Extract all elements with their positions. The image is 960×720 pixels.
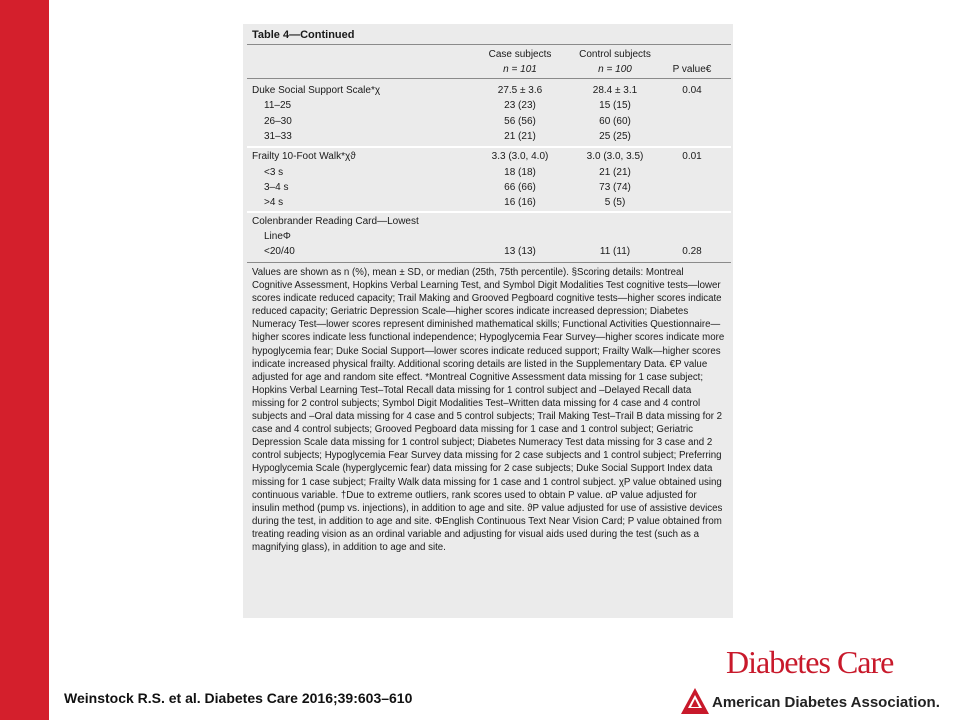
row-control: 3.0 (3.0, 3.5): [586, 151, 644, 162]
row-control: 11 (11): [599, 246, 631, 257]
row-control: 21 (21): [599, 167, 631, 178]
row-label: <20/40: [264, 246, 295, 257]
row-label: Frailty 10-Foot Walk*χϑ: [252, 151, 356, 162]
header-p-value: P value€: [672, 64, 712, 75]
row-case: 56 (56): [504, 116, 536, 127]
row-control: 28.4 ± 3.1: [592, 85, 638, 96]
row-control: 60 (60): [599, 116, 631, 127]
header-control: Control subjects: [579, 49, 651, 60]
row-p: 0.01: [682, 151, 702, 162]
row-label: 31–33: [264, 131, 292, 142]
table-title: Table 4—Continued: [252, 29, 355, 41]
table-footnotes: Values are shown as n (%), mean ± SD, or median (25th, 75th percentile). §Scoring details: Montreal Cognitive Assessment, Hopkins Verbal Learning Test, and Symbol Digit Modalities Test cognitive tests—lower scores indicate reduced capacity; Trail Making and Grooved Pegboard cognitive tests—higher scores indicate reduced capacity; Geriatric Depression Scale—higher scores indicate increased depression; Diabetes Numeracy Test—lower scores represent diminished mathematical skills; Functional Activities Questionnaire—higher scores indicate less functional independence; Hypoglycemia Fear Survey—higher scores indicate more hypoglycemia fear; Duke Social Support—lower scores indicate reduced support; Frailty Walk—higher scores indicate increased physical frailty. Additional scoring details are listed in the Supplementary Data. €P value adjusted for age and random site effect. *Montreal Cognitive Assessment data missing for 1 case subject; Hopkins Verbal Learning Test–Total Recall data missing for 1 control subject and –Delayed Recall data missing for 2 control subjects; Symbol Digit Modalities Test–Written data missing for 4 case and 4 control subjects and –Oral data missing for 4 case and 5 control subjects; Trail Making Test–Trail B data missing for 2 case and 4 control subjects; Grooved Pegboard data missing for 1 case and 1 control subject; Geriatric Depression Scale data missing for 1 control subject; Diabetes Numeracy Test data missing for 3 case and 2 control subjects; Hypoglycemia Fear Survey data missing for 2 case subjects and 1 control subject; Preferring Hypoglycemia Scale (hyperglycemic fear) data missing for 2 case subjects; Duke Social Support Index data missing for 1 case subject; Frailty Walk data missing for 1 case and 1 control subject. χP value obtained using continuous variable. †Due to extreme outliers, rank scores used to obtain P value. αP value adjusted for insulin method (pump vs. injections), in addition to age and site. ϑP value adjusted for use of assistive devices during the test, in addition to age and site. ΦEnglish Continuous Text Near Vision Card; P value obtained from treating reading vision as an ordinal variable and adjusting for visual aids used during the test (such as a magnifying glass), in addition to age and site.: [252, 267, 725, 553]
row-case: 23 (23): [504, 100, 536, 111]
row-label: >4 s: [264, 197, 284, 208]
left-accent-bar: [0, 0, 49, 720]
row-control: 25 (25): [599, 131, 631, 142]
header-case: Case subjects: [488, 49, 552, 60]
row-case: 16 (16): [504, 197, 536, 208]
row-case: 18 (18): [504, 167, 536, 178]
row-p: 0.28: [682, 246, 702, 257]
group-separator: [247, 146, 731, 148]
row-label: Colenbrander Reading Card—Lowest: [252, 216, 419, 227]
row-case: 21 (21): [504, 131, 536, 142]
title-rule: [247, 44, 731, 45]
row-case: 13 (13): [504, 246, 536, 257]
row-label: Duke Social Support Scale*χ: [252, 85, 381, 96]
row-case: 3.3 (3.0, 4.0): [491, 151, 549, 162]
row-control: 5 (5): [604, 197, 626, 208]
journal-logo-text: Diabetes Care: [726, 644, 894, 680]
header-rule: [247, 78, 731, 79]
ada-triangle-icon: [680, 687, 710, 715]
row-case: 27.5 ± 3.6: [497, 85, 543, 96]
row-control: 73 (74): [599, 182, 631, 193]
row-label: <3 s: [264, 167, 284, 178]
row-label: LineΦ: [264, 231, 291, 242]
footer-rule: [247, 262, 731, 263]
row-case: 66 (66): [504, 182, 536, 193]
header-control-n: n = 100: [598, 64, 632, 75]
citation: Weinstock R.S. et al. Diabetes Care 2016;39:603–610: [64, 690, 413, 706]
row-label: 11–25: [264, 100, 292, 111]
row-label: 3–4 s: [264, 182, 289, 193]
row-p: 0.04: [682, 85, 702, 96]
group-separator: [247, 211, 731, 213]
row-control: 15 (15): [599, 100, 631, 111]
association-name: American Diabetes Association.: [712, 694, 940, 711]
row-label: 26–30: [264, 116, 292, 127]
header-case-n: n = 101: [503, 64, 537, 75]
